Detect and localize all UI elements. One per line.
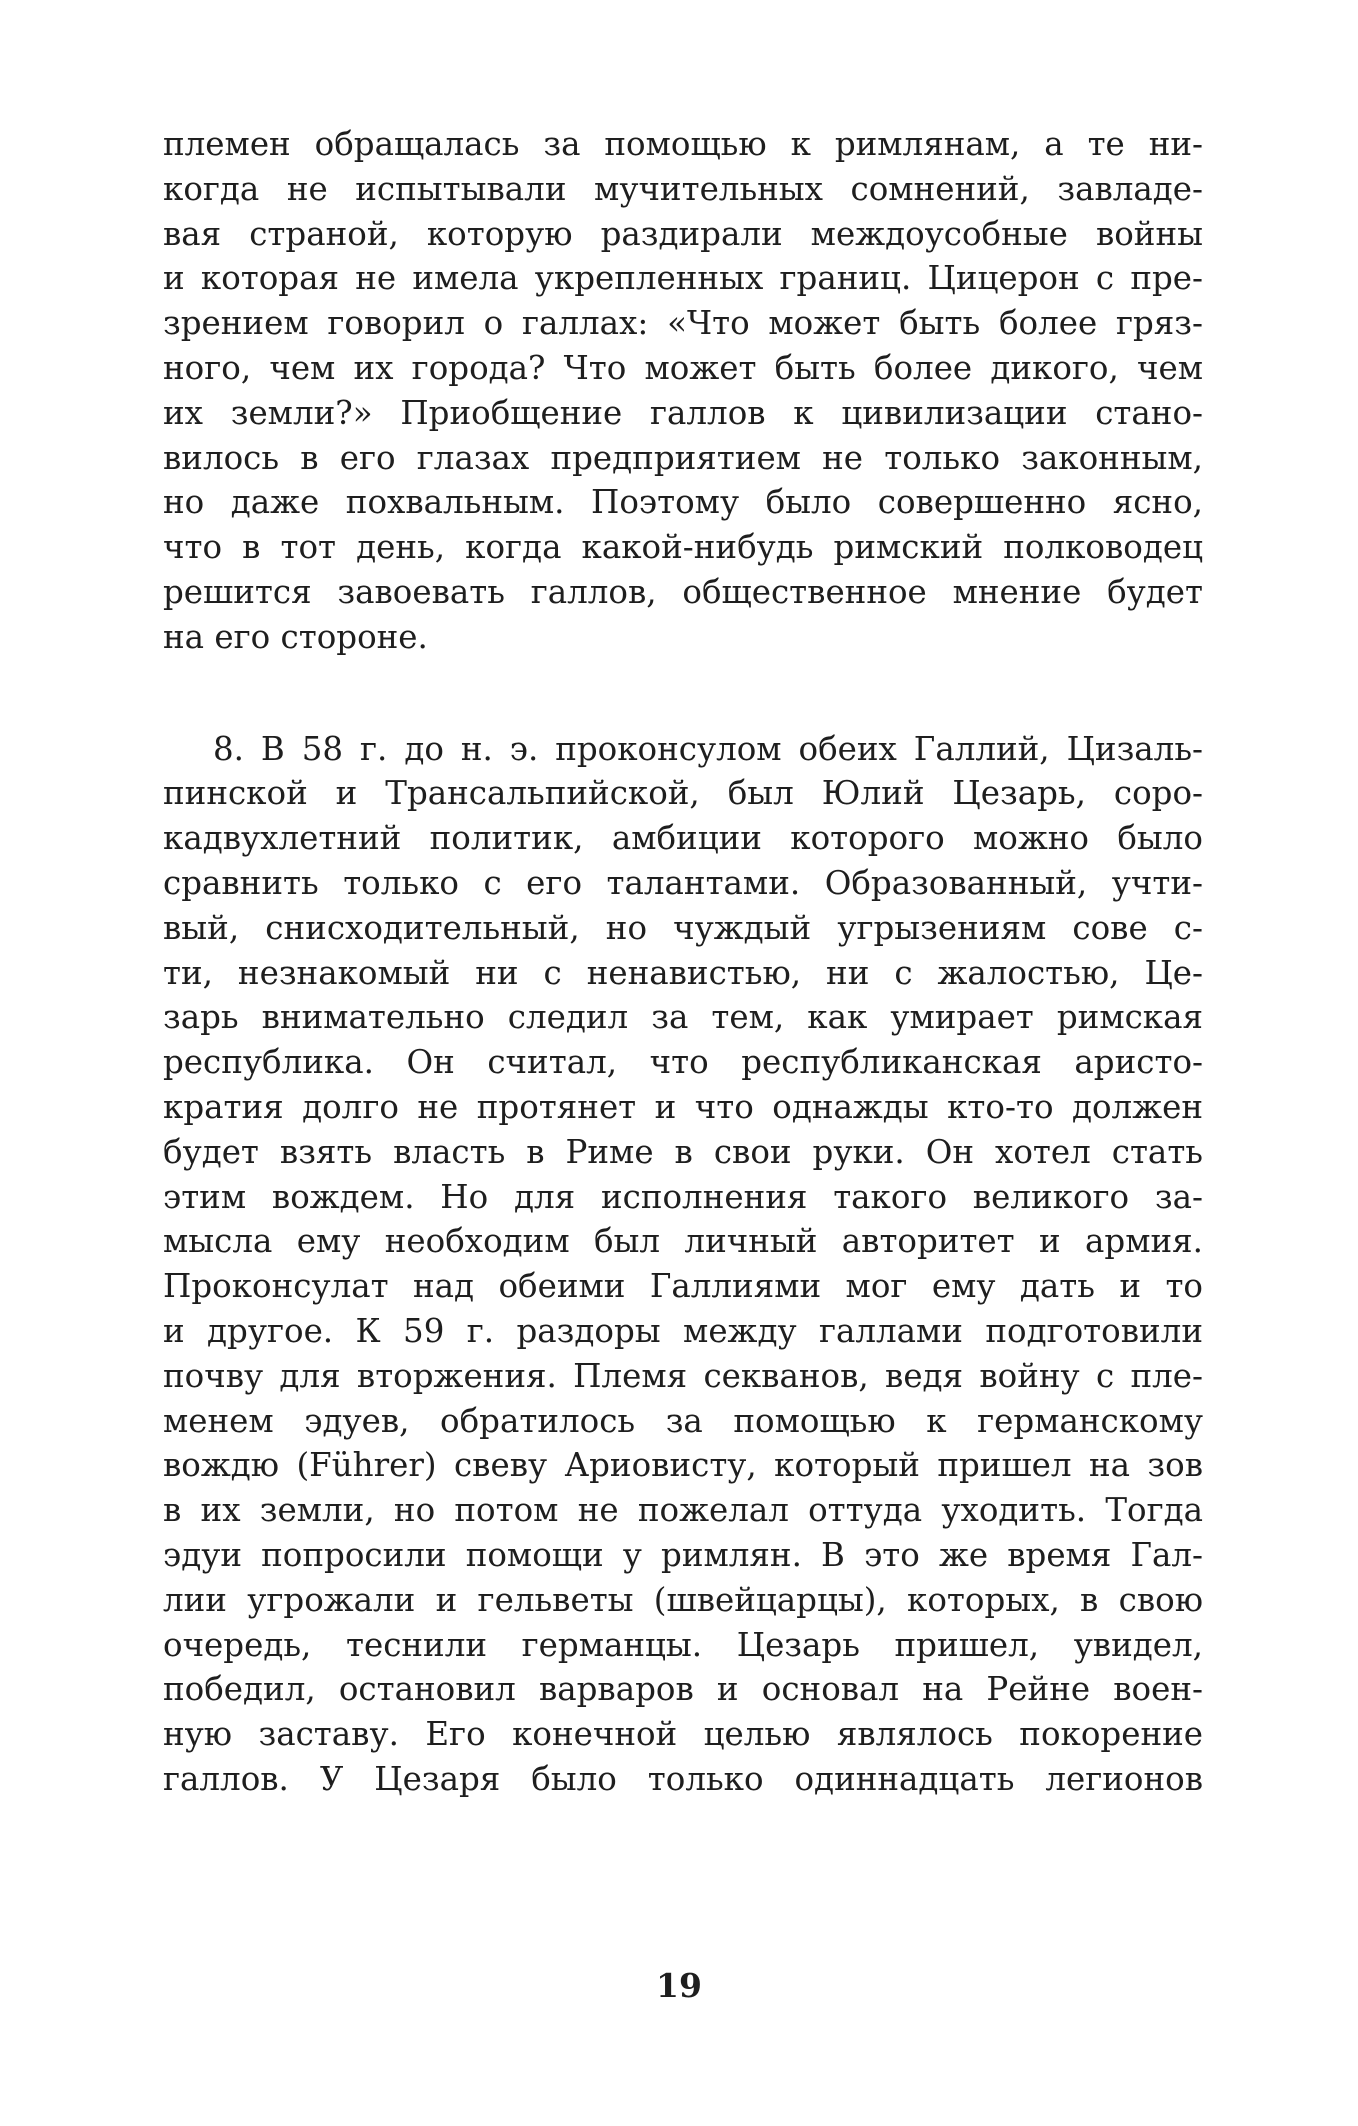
text-line: ного, чем их города? Что может быть более дикого, чем: [163, 348, 1203, 387]
paragraph-1: [163, 122, 1203, 660]
page-number: 19: [656, 1966, 702, 2005]
text-line: ную заставу. Его конечной целью являлось покорение: [163, 1715, 1203, 1754]
text-line: решится завоевать галлов, общественное мнение будет: [163, 572, 1203, 611]
text-line: победил, остановил варваров и основал на Рейне воен-: [163, 1670, 1203, 1709]
text-line: племен обращалась за помощью к римлянам, а те ни-: [163, 125, 1203, 163]
text-line: почву для вторжения. Племя секванов, ведя войну с пле-: [163, 1356, 1203, 1395]
text-line: будет взять власть в Риме в свои руки. Он хотел стать: [163, 1132, 1203, 1171]
text-line: вождю (Führer) свеву Ариовисту, который пришел на зов: [163, 1446, 1203, 1485]
text-line: мысла ему необходим был личный авторитет и армия.: [163, 1222, 1203, 1261]
text-line: и другое. К 59 г. раздоры между галлами подготовили: [163, 1311, 1203, 1350]
text-line: этим вождем. Но для исполнения такого великого за-: [163, 1177, 1203, 1216]
text-line: республика. Он считал, что республиканская аристо-: [163, 1043, 1203, 1082]
text-line: в их земли, но потом не пожелал оттуда уходить. Тогда: [163, 1491, 1203, 1530]
text-line: зарь внимательно следил за тем, как умирает римская: [163, 998, 1203, 1037]
paragraph-2: [163, 727, 1203, 1802]
text-line: ти, незнакомый ни с ненавистью, ни с жалостью, Це-: [163, 953, 1203, 992]
text-line: вый, снисходительный, но чуждый угрызениям сове с-: [163, 908, 1203, 947]
text-line: 8. В 58 г. до н. э. проконсулом обеих Галлий, Цизаль-: [213, 729, 1203, 768]
text-line: Проконсулат над обеими Галлиями мог ему дать и то: [163, 1267, 1203, 1306]
text-line: что в тот день, когда какой-нибудь римский полководец: [163, 528, 1203, 567]
text-line: и которая не имела укрепленных границ. Цицерон с пре-: [163, 259, 1203, 298]
page-body: [163, 122, 1203, 1802]
text-line: кадвухлетний политик, амбиции которого можно было: [163, 819, 1203, 858]
text-line: вилось в его глазах предприятием не только законным,: [163, 438, 1203, 477]
text-line: когда не испытывали мучительных сомнений, завладе-: [163, 169, 1203, 208]
text-line: сравнить только с его талантами. Образованный, учти-: [163, 863, 1203, 902]
text-line: эдуи попросили помощи у римлян. В это же время Гал-: [163, 1535, 1203, 1574]
text-line: зрением говорил о галлах: «Что может быть более гряз-: [163, 304, 1203, 343]
text-line: их земли?» Приобщение галлов к цивилизации стано-: [163, 393, 1203, 432]
text-line: очередь, теснили германцы. Цезарь пришел, увидел,: [163, 1625, 1203, 1664]
text-line: лии угрожали и гельветы (швейцарцы), которых, в свою: [163, 1580, 1203, 1619]
text-line: кратия долго не протянет и что однажды кто-то должен: [163, 1087, 1203, 1126]
text-line: галлов. У Цезаря было только одиннадцать легионов: [163, 1759, 1203, 1798]
text-line: на его стороне.: [163, 617, 428, 656]
text-line: но даже похвальным. Поэтому было совершенно ясно,: [163, 483, 1203, 522]
paragraph-spacer: [163, 660, 1203, 727]
text-line: менем эдуев, обратилось за помощью к германскому: [163, 1401, 1203, 1440]
text-line: пинской и Трансальпийской, был Юлий Цезарь, соро-: [163, 774, 1203, 813]
text-line: вая страной, которую раздирали междоусобные войны: [163, 214, 1203, 253]
